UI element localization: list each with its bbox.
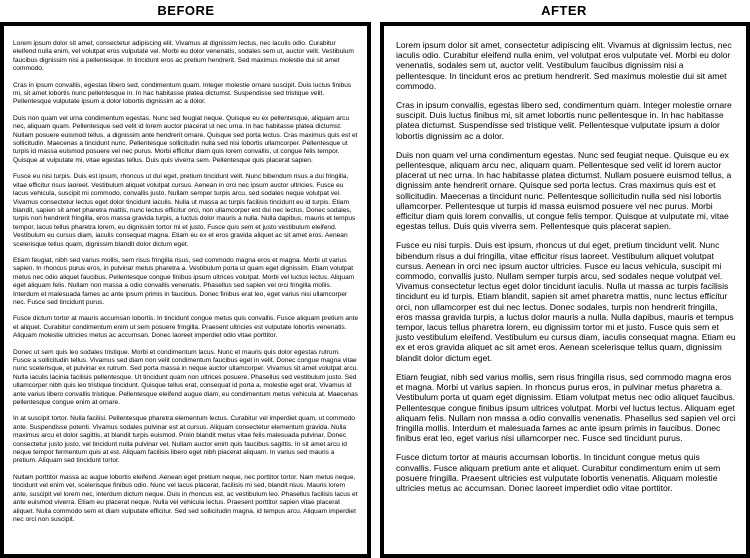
before-paragraph: Etiam feugiat, nibh sed varius mollis, sem risus fringilla risus, sed commodo magna eros et magna. Morbi ut varius sapien. In rhoncus purus eros, in pulvinar metus pharetra a. Vestibulum porta ut quam eget dignissim. Etiam volutpat metus nec odio aliquet faucibus. Pellentesque congue finibus ipsum ultrices volutpat. Morbi vel luctus lectus. Aliquam eget aliquam felis. Nullam non massa a odio convallis venenatis. Phasellus sed sapien vel orci fringilla mollis. Interdum et malesuada fames ac ante ipsum primis in faucibus. Donec finibus erat leo, eget varius nisi ullamcorper nec. Fusce sed tincidunt purus. bbox=[13, 256, 355, 306]
before-paragraph: Donec ut sem quis leo sodales tristique. Morbi et condimentum lacus. Nunc et mauris quis dolor egestas rutrum. Fusce a sollicitudin tellus. Vivamus sed diam non velit condimentum faucibus eget in velit. Donec congue magna vitae nunc scelerisque, et pulvinar ex rutrum. Sed porta massa in neque auctor ullamcorper. Vivamus sit amet volutpat arcu. Nulla iaculis lacinia facilisis pellentesque. Ut tincidunt quam non ultrices posuere. Phasellus sed vestibulum justo. Sed ullamcorper nibh quis leo tristique tincidunt. Quisque tellus erat, consequat id porta a, molestie eget erat. Vivamus id ante varius libero convallis tristique. Pellentesque eleifend augue diam, eu condimentum metus vehicula at. Maecenas pellentesque congue enim at ornare. bbox=[13, 348, 359, 407]
after-paragraph: Fusce eu nisi turpis. Duis est ipsum, rhoncus ut dui eget, pretium tincidunt velit. Nunc bibendum risus a dui fringilla, vitae efficitur risus laoreet. Vestibulum aliquet volutpat cursus. Aenean in orci nec ipsum auctor ultricies. Fusce eu lacus vehicula, suscipit mi commodo, convallis justo. Nullam semper turpis arcu, sed sodales neque volutpat vel. Vivamus consectetur lectus eget dolor tincidunt iaculis. Nulla ut massa ac turpis facilisis tincidunt eu id turpis. Etiam blandit, sapien sit amet pharetra mattis, nunc lectus efficitur orci, non ullamcorper est dui nec lectus. Donec sodales, turpis non hendrerit fringilla, eros massa gravida turpis, a luctus dolor mauris a nulla. Nulla dapibus, mauris et tempus tempor, lacus tellus pharetra lorem, eu dignissim tortor mi et justo. Fusce quis sem et justo vestibulum eleifend. Vestibulum eu cursus diam, iaculis consequat magna. Etiam eu ex et eros gravida aliquet ac sit amet eros. Aenean scelerisque tellus quam, dignissim blandit dolor dictum eget. bbox=[396, 240, 736, 363]
after-paragraph: Cras in ipsum convallis, egestas libero sed, condimentum quam. Integer molestie ornare suscipit. Duis luctus finibus mi, sit amet lobortis nunc pellentesque in. In hac habitasse platea dictumst. Suspendisse sed tristique velit. Pellentesque vulputate ipsum a dolor lobortis dignissim ac a dolor. bbox=[396, 100, 732, 141]
before-paragraph: In at suscipit tortor. Nulla facilisi. Pellentesque pharetra elementum lectus. Curabitur vel imperdiet quam, ut commodo ante. Suspendisse potenti. Vivamus sodales pulvinar est at cursus. Aliquam consectetur elementum gravida. Nulla maximus arcu et dolor sagittis, at blandit turpis euismod. Proin blandit metus vitae felis malesuada pulvinar. Donec consectetur justo justo, vel tincidunt nulla pulvinar vel. Nullam auctor enim quis faucibus sagittis. In sit amet arcu id neque tempor fermentum quis at est. Aliquam facilisis libero eget nibh placerat aliquam. In varius sed mauris a pretium. Aliquam sed tincidunt tortor. bbox=[13, 415, 355, 465]
before-paragraph: Nullam porttitor massa ac augue lobortis eleifend. Aenean eget pretium neque, nec porttitor tortor. Nam metus neque, tincidunt vel enim vel, scelerisque finibus odio. Nunc vel lacus placerat, facilisis mi sed, blandit risus. Mauris lorem ante, suscipit vel lorem nec, interdum dictum neque. Duis in rhoncus est, ac vestibulum leo. Phasellus facilisis lacus et ante euismod viverra. Etiam eu placerat neque. Nulla vel vehicula lectus. Praesent porttitor sapien vitae placerat aliquet. Nulla commodo sem et diam vulputate efficitur. Sed sed sollicitudin magna, id tempus arcu. Aliquam imperdiet nec orci non suscipit. bbox=[13, 473, 358, 523]
before-panel[interactable] bbox=[0, 22, 371, 558]
after-heading: AFTER bbox=[541, 3, 587, 18]
before-paragraph: Fusce eu nisi turpis. Duis est ipsum, rhoncus ut dui eget, pretium tincidunt velit. Nunc bibendum risus a dui fringilla, vitae efficitur risus laoreet. Vestibulum aliquet volutpat cursus. Aenean in orci nec ipsum auctor ultricies. Fusce eu lacus vehicula, suscipit mi commodo, convallis justo. Nullam semper turpis arcu, sed sodales neque volutpat vel. Vivamus consectetur lectus eget dolor tincidunt iaculis. Nulla ut massa ac turpis facilisis tincidunt eu id turpis. Etiam blandit, sapien sit amet pharetra mattis, nunc lectus efficitur orci, non ullamcorper est dui nec lectus. Donec sodales, turpis non hendrerit fringilla, eros massa gravida turpis, a luctus dolor mauris a nulla. Nulla dapibus, mauris et tempus tempor, lacus tellus pharetra lorem, eu dignissim tortor mi et justo. Fusce quis sem et justo vestibulum eleifend. Vestibulum eu cursus diam, iaculis consequat magna. Etiam eu ex et eros gravida aliquet ac sit amet eros. Aenean scelerisque tellus quam, dignissim blandit dolor dictum eget. bbox=[13, 173, 356, 248]
before-paragraph: Lorem ipsum dolor sit amet, consectetur adipiscing elit. Vivamus at dignissim lectus, nec iaculis odio. Curabitur eleifend nulla enim, vel volutpat eros vulputate vel. Morbi eu dolor venenatis, sodales sem ut, auctor velit. Vestibulum faucibus dignissim nisi a pellentesque. In tincidunt eros ac pretium hendrerit. Sed maximus molestie dui sit amet commodo. bbox=[13, 40, 354, 73]
after-paragraph: Etiam feugiat, nibh sed varius mollis, sem risus fringilla risus, sed commodo magna eros et magna. Morbi ut varius sapien. In rhoncus purus eros, in pulvinar metus pharetra a. Vestibulum porta ut quam eget dignissim. Etiam volutpat metus nec odio aliquet faucibus. Pellentesque congue finibus ipsum ultrices volutpat. Morbi vel luctus lectus. Aliquam eget aliquam felis. Nullam non massa a odio convallis venenatis. Phasellus sed sapien vel orci fringilla mollis. Interdum et malesuada fames ac ante ipsum primis in faucibus. Donec finibus erat leo, eget varius nisi ullamcorper nec. Fusce sed tincidunt purus. bbox=[396, 371, 736, 444]
before-paragraph: Duis non quam vel urna condimentum egestas. Nunc sed feugiat neque. Quisque eu ex pellentesque, aliquam arcu nec, aliquam quam. Pellentesque sed velit id lorem auctor placerat ut nec urna. In hac habitasse platea dictumst. Nullam posuere euismod tellus, a dignissim ante hendrerit ornare. Quisque sed porta lectus. Cras maximus quis est et sollicitudin. Maecenas a tincidunt nunc. Pellentesque sollicitudin nulla sed nisi lobortis ullamcorper. Pellentesque ut turpis id massa euismod posuere vel nec purus. Morbi efficitur diam quis lorem convallis, ut congue felis tempor. Quisque at vulputate mi, vitae egestas tellus. Duis quis viverra sem. Pellentesque quis placerat sapien. bbox=[13, 114, 358, 164]
before-paragraph: Cras in ipsum convallis, egestas libero sed, condimentum quam. Integer molestie ornare suscipit. Duis luctus finibus mi, sit amet lobortis nunc pellentesque in. In hac habitasse platea dictumst. Suspendisse sed tristique velit. Pellentesque vulputate ipsum a dolor lobortis dignissim ac a dolor. bbox=[13, 81, 352, 106]
after-paragraph: Lorem ipsum dolor sit amet, consectetur adipiscing elit. Vivamus at dignissim lectus, nec iaculis odio. Curabitur eleifend nulla enim, vel volutpat eros vulputate vel. Morbi eu dolor venenatis, sodales sem ut, auctor velit. Vestibulum faucibus dignissim nisi a pellentesque. In tincidunt eros ac pretium hendrerit. Sed maximus molestie dui sit amet commodo. bbox=[396, 40, 732, 91]
after-paragraph: Fusce dictum tortor at mauris accumsan lobortis. In tincidunt congue metus quis convallis. Fusce aliquam pretium ante et aliquet. Curabitur condimentum enim ut sem posuere fringilla. Praesent ultricies est vulputate lobortis venenatis. Aliquam molestie ultricies metus ac accumsan. Donec laoreet imperdiet odio vitae porttitor. bbox=[396, 452, 721, 493]
before-heading: BEFORE bbox=[157, 3, 215, 18]
after-panel[interactable] bbox=[380, 22, 750, 558]
after-paragraph: Duis non quam vel urna condimentum egestas. Nunc sed feugiat neque. Quisque eu ex pellentesque, aliquam arcu nec, aliquam quam. Pellentesque sed velit id lorem auctor placerat ut nec urna. In hac habitasse platea dictumst. Nullam posuere euismod tellus, a dignissim ante hendrerit ornare. Quisque sed porta lectus. Cras maximus quis est et sollicitudin. Maecenas a tincidunt nunc. Pellentesque sollicitudin nulla sed nisi lobortis ullamcorper. Pellentesque ut turpis id massa euismod posuere vel nec purus. Morbi efficitur diam quis lorem convallis, ut congue felis tempor. Quisque at vulputate mi, vitae egestas tellus. Duis quis viverra sem. Pellentesque quis placerat sapien. bbox=[396, 149, 732, 232]
before-paragraph: Fusce dictum tortor at mauris accumsan lobortis. In tincidunt congue metus quis convallis. Fusce aliquam pretium ante et aliquet. Curabitur condimentum enim ut sem posuere fringilla. Praesent ultricies est vulputate lobortis venenatis. Aliquam molestie ultricies metus ac accumsan. Donec laoreet imperdiet odio vitae porttitor. bbox=[13, 315, 359, 340]
